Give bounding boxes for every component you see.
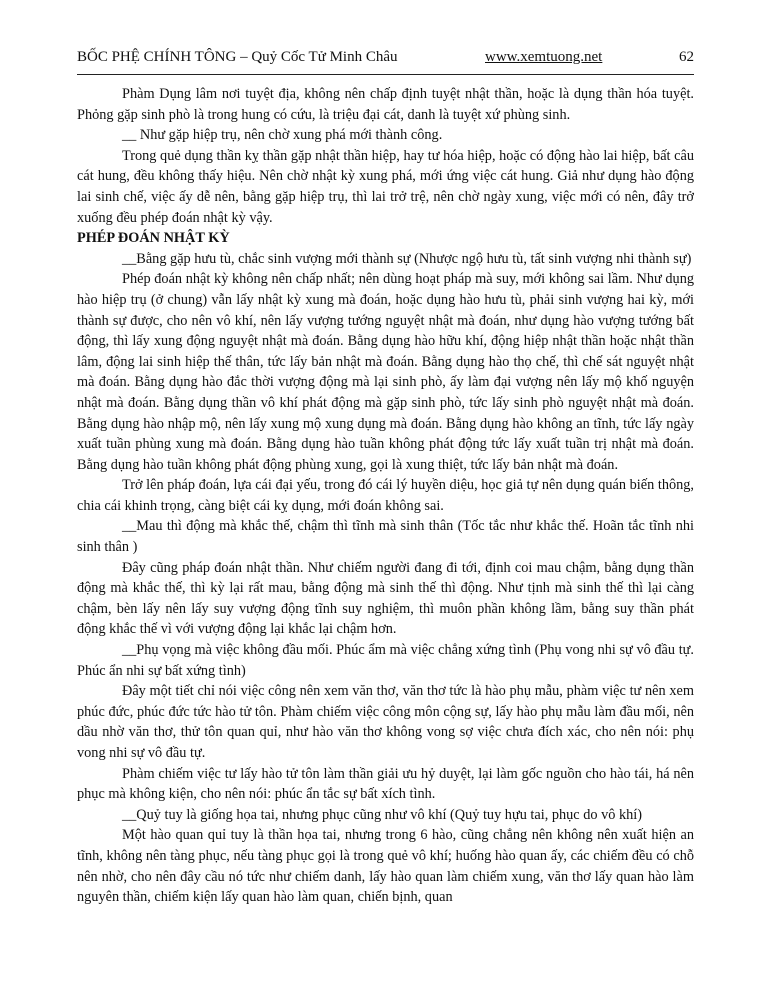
paragraph: Phàm Dụng lâm nơi tuyệt địa, không nên chấp định tuyệt nhật thần, hoặc là dụng thần hóa tuyệt. Phỏng gặp sinh phò là trong hung có cứu, là triệu đại cát, danh là tuyệt xứ phùng sinh. (77, 86, 694, 123)
paragraph: __Bằng gặp hưu tù, chắc sinh vượng mới thành sự (Nhược ngộ hưu tù, tất sinh vượng nhi thành sự) (122, 250, 692, 267)
section-heading: PHÉP ĐOÁN NHẬT KỲ (77, 230, 230, 247)
book-title: BỐC PHỆ CHÍNH TÔNG – Quỷ Cốc Tử Minh Châu (77, 49, 398, 65)
paragraph: Một hào quan quỉ tuy là thần họa tai, nhưng trong 6 hào, cũng chẳng nên không nên xuất hiện an tĩnh, không nên tàng phục, nếu tàng phục gọi là trong quẻ vô khí; huống hào quan ấy, các chiếm đều có chỗ nên nhờ, cho nên đây cầu nó tức như chiếm danh, lấy hào quan làm chiếm xung, văn thơ lấy quan hào làm nguyên thần, chiếm kiện lấy quan hào làm quan, chiến bịnh, quan (77, 827, 694, 906)
paragraph: __Quỷ tuy là giống họa tai, nhưng phục cũng như vô khí (Quỷ tuy hựu tai, phục do vô khí) (122, 806, 643, 823)
paragraph: Phép đoán nhật kỳ không nên chấp nhất; nên dùng hoạt pháp mà suy, mới không sai lầm. Như dụng hào hiệp trụ (ở chung) vẫn lấy nhật kỳ xung mà đoán, hoặc dụng hào hưu tù, phải sinh vượng hai kỳ, mới thành sự được, cho nên vô khí, nên lấy vượng tướng nguyệt nhật mà đoán, như dụng hào vượng tướng bất động, thì lấy xung động nguyệt nhật mà đoán. Bằng dụng hào hữu khí, động hiệp nhật thần hoặc nhật thần lâm, động lai sinh hiệp thế thân, tức lấy bản nhật mà đoán. Bằng dụng hào thọ chế, thì chế sát nguyệt nhật mà đoán. Bằng dụng hào đắc thời vượng động mà lại sinh phò, ấy làm đại vượng nên lấy mộ khố nguyện nhật mà đoán. Bằng dụng thần vô khí phát động mà gặp sinh phò, tức lấy sinh phò nguyệt nhật mà đoán. Bằng dụng hào nhập mộ, nên lấy xung mộ xung dụng mà đoán. Bằng dụng hào không an tĩnh, tức lấy ngày xuất tuần phùng xung mà đoán. Bằng dụng hào tuần không phát động tức lấy xuất tuần trị nhật mà đoán. Bằng dụng hào tuần không phát động phùng xung, gọi là xung thiệt, tức lấy bản nhật mà đoán. (77, 271, 694, 473)
paragraph: __Phụ vọng mà việc không đầu mối. Phúc ẩm mà việc chẳng xứng tình (Phụ vong nhi sự vô đầu tự. Phúc ẩn nhi sự bất xứng tình) (77, 642, 694, 679)
page-header (77, 44, 694, 70)
paragraph: Đây một tiết chỉ nói việc công nên xem văn thơ, văn thơ tức là hào phụ mẫu, phàm việc tư nên xem phúc đức, phúc đức tức hào tử tôn. Phàm chiếm việc công môn cộng sự, lấy hào phụ mẫu làm đầu mối, nên dầu nhờ văn thơ, thử tôn quan quỉ, như hào văn thơ không vong sợ việc chưa đích xác, cho nên nói: phụ vong nhi sự vô đầu tự. (77, 683, 694, 761)
page-number: 62 (679, 49, 694, 65)
website-link[interactable]: www.xemtuong.net (485, 49, 603, 65)
paragraph: __Mau thì động mà khắc thế, chậm thì tĩnh mà sinh thân (Tốc tắc như khắc thế. Hoãn tắc tĩnh nhi sinh thân ) (77, 518, 694, 556)
body-text (77, 84, 694, 908)
paragraph: Phàm chiếm việc tư lấy hào tử tôn làm thần giải ưu hỷ duyệt, lại làm gốc nguồn cho hào tái, há nên phục mà không kiện, cho nên nói: phúc ẩn tắc sự bất xích tình. (77, 765, 694, 803)
paragraph: Trong quẻ dụng thần kỵ thần gặp nhật thần hiệp, hay tư hóa hiệp, hoặc có động hào lai hiệp, bất câu cát hung, đều không thấy hiệu. Nên chờ nhật kỳ xung phá, mới ứng việc cát hung. Giả như dụng hào động lai sinh chế, việc ấy dễ nên, bằng gặp hiệp trụ, thì lai trở trệ, nên chờ ngày xung, việc mới có nên, đây trở xuống đều phép đoán nhật kỳ vậy. (77, 147, 694, 226)
paragraph: Đây cũng pháp đoán nhật thần. Như chiếm người đang đi tới, định coi mau chậm, bằng dụng thần động mà khắc thế, thì kỳ lại rất mau, bằng động mà sinh thế thì động. Như tịnh mà sinh thế thì lại càng chậm, bèn lấy nên lấy suy vượng động tĩnh suy nghiệm, thì muôn phần không lầm, bằng suy thần phát động khắc thế vì với vượng động lại khắc lại chậm hơn. (77, 559, 694, 638)
paragraph: Trở lên pháp đoán, lựa cái đại yếu, trong đó cái lý huyền diệu, học giả tự nên dụng quán biến thông, chia cái khinh trọng, càng biệt cái kỵ dụng, mới đoán không sai. (77, 477, 694, 514)
header-divider (77, 74, 694, 75)
paragraph: __ Như gặp hiệp trụ, nên chờ xung phá mới thành công. (122, 127, 443, 144)
